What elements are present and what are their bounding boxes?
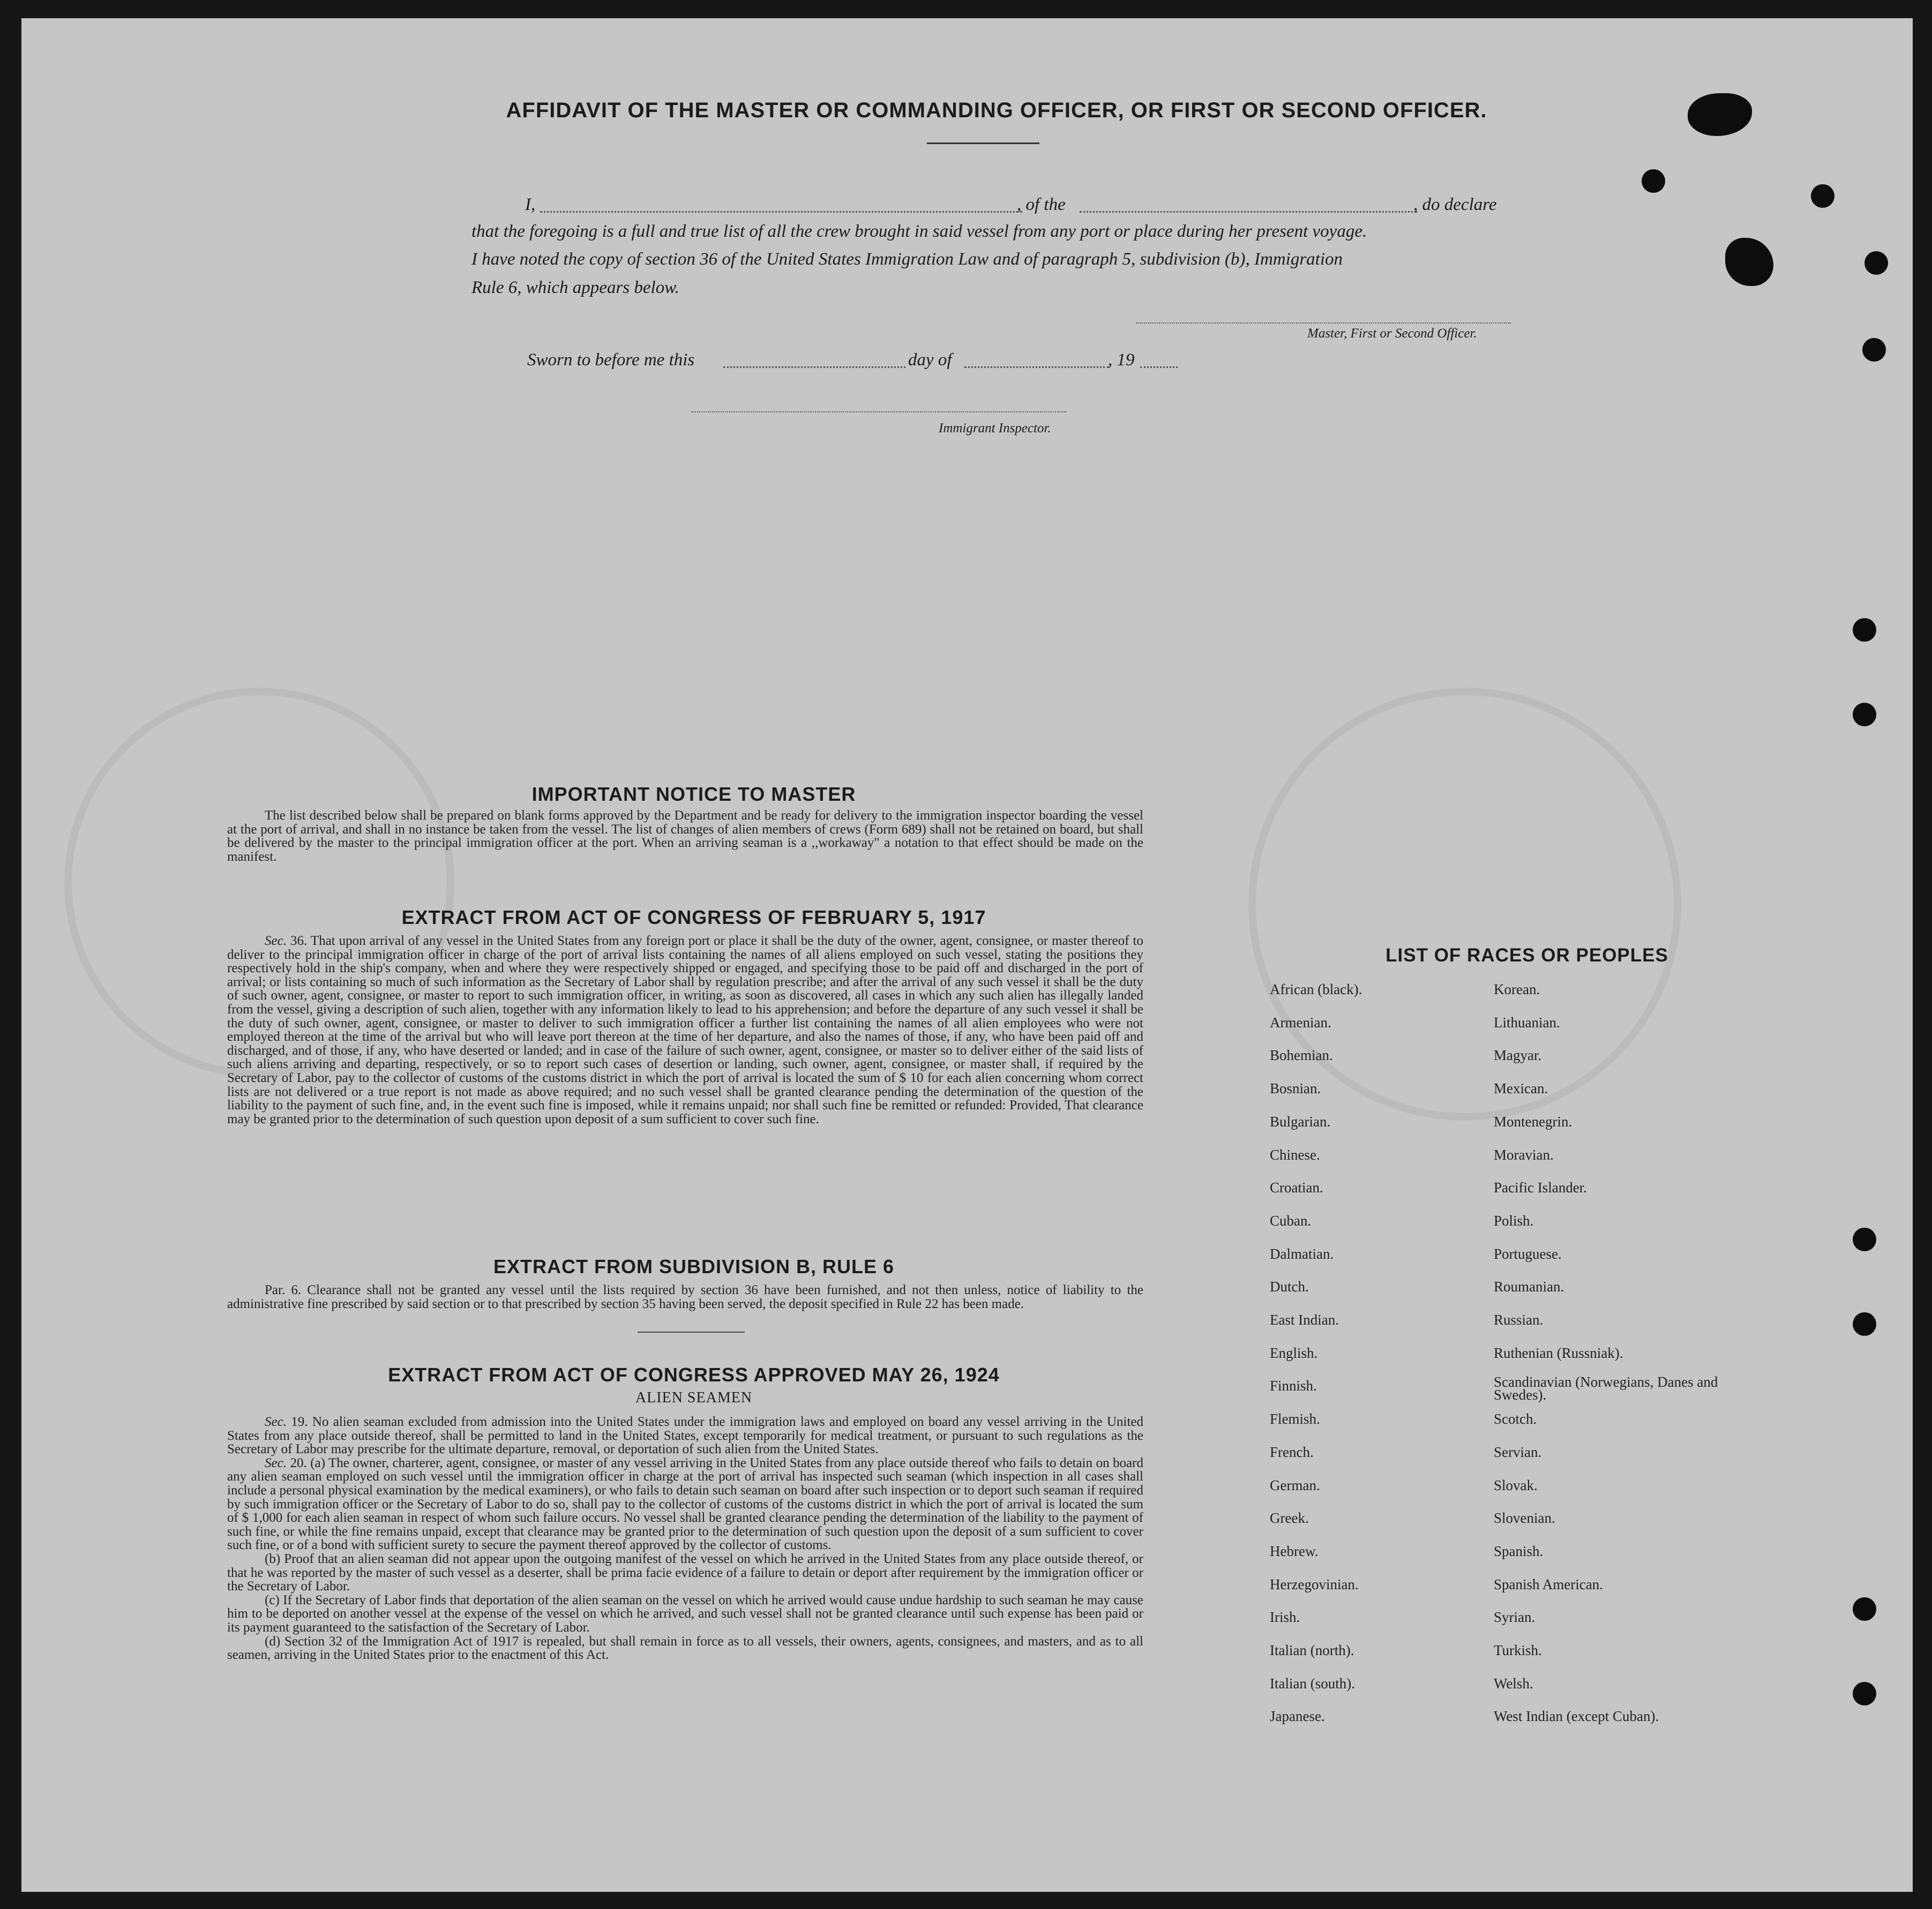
race-item: West Indian (except Cuban).	[1494, 1708, 1659, 1725]
act1924-sec19-text: 19. No alien seaman excluded from admission into the United States under the immigration laws and employed on board any vessel arriving in the United States from any place outside thereof, shall be permitted to land in the United States, except temporarily for medical treatment, or pursuant to such regulations as the Secretary of Labor may prescribe for the ultimate departure, removal, or deportation of such alien from the United States.	[227, 1415, 1143, 1457]
race-item: Cuban.	[1270, 1212, 1312, 1229]
notice-title: IMPORTANT NOTICE TO MASTER	[531, 783, 856, 805]
affidavit-line3: I have noted the copy of section 36 of the United States Immigration Law and of paragraph 5, subdivision (b), Immigration	[471, 250, 1343, 269]
act1924-paragraph-d: (d) Section 32 of the Immigration Act of 1917 is repealed, but shall remain in force as to all vessels, their owners, agents, consignees, and masters, and as to all seamen, arriving in the United States prior to the enactment of this Act.	[227, 1634, 1143, 1663]
act1924-paragraph-19	[227, 1415, 1143, 1456]
affidavit-of-the: , of the	[1017, 195, 1066, 214]
race-item: Lithuanian.	[1494, 1014, 1560, 1031]
rule6-paragraph: Par. 6. Clearance shall not be granted any vessel until the lists required by section 36 have been furnished, and not then unless, notice of liability to the administrative fine prescribed by said section or to that prescribed by section 35 having been served, the deposit specified in Rule 22 has been made.	[227, 1283, 1143, 1311]
race-item: English.	[1270, 1344, 1318, 1361]
punch-hole	[1853, 618, 1876, 642]
race-item: Flemish.	[1270, 1411, 1320, 1427]
race-item: Pacific Islander.	[1494, 1179, 1587, 1196]
act1924-subtitle: ALIEN SEAMEN	[635, 1389, 753, 1406]
month-blank	[964, 366, 1109, 368]
act1924-paragraph-b: (b) Proof that an alien seaman did not appear upon the outgoing manifest of the vessel on which he arrived in the United States from any place outside thereof, or that he was reported by the master of such vessel as a deserter, shall be prima facie evidence of a failure to detain or deport after requirement by the immigration officer or the Secretary of Labor.	[227, 1551, 1143, 1594]
affidavit-title: AFFIDAVIT OF THE MASTER OR COMMANDING OFFICER, OR FIRST OR SECOND OFFICER.	[506, 99, 1487, 122]
race-item: Syrian.	[1494, 1609, 1536, 1626]
race-item: Dalmatian.	[1270, 1245, 1334, 1262]
race-item: Hebrew.	[1270, 1543, 1319, 1559]
race-item: Herzegovinian.	[1270, 1576, 1359, 1592]
act1924-sec20-text: 20. (a) The owner, charterer, agent, consignee, or master of any vessel arriving in the United States from any place outside thereof who fails to detain on board any alien seaman employed on such vessel until the immigration officer in charge at the port of arrival has inspected such seaman (which inspection in all cases shall include a personal physical examination by the medical examiners), or who fails to detain such seaman on board after such inspection or to deport such seaman if required by such immigration officer or the Secretary of Labor to do so, shall pay to the collector of customs of the customs district in which the port of arrival is located the sum of $ 1,000 for each alien seaman in respect of whom such failure occurs. No vessel shall be granted clearance pending the determination of the liability to the payment of such fine, or while the fine remains unpaid, except that clearance may be granted prior to the determination of such question upon the deposit of a sum sufficient to cover such fine, or of a bond with sufficient surety to secure the payment thereof approved by the collector of customs.	[227, 1455, 1144, 1553]
vessel-blank	[1080, 211, 1417, 213]
affidavit-line2: that the foregoing is a full and true list of all the crew brought in said vessel from any port or place during her present voyage.	[471, 222, 1367, 241]
punch-hole	[1853, 1228, 1876, 1251]
year-text: , 19	[1108, 350, 1135, 370]
act1924-text-block	[227, 1415, 1143, 1662]
signature-line	[1136, 322, 1511, 324]
act1917-text-block	[227, 934, 1143, 1126]
race-item: Ruthenian (Russniak).	[1494, 1344, 1623, 1361]
rule6-title: EXTRACT FROM SUBDIVISION B, RULE 6	[493, 1256, 895, 1277]
name-blank	[540, 211, 1022, 213]
race-item: Welsh.	[1494, 1675, 1533, 1692]
punch-hole	[1853, 1312, 1876, 1336]
race-item: Montenegrin.	[1494, 1113, 1572, 1130]
year-blank	[1140, 366, 1178, 368]
race-item: Armenian.	[1270, 1014, 1331, 1031]
race-item: Slovak.	[1494, 1477, 1538, 1493]
race-item: Slovenian.	[1494, 1510, 1555, 1527]
race-item: Greek.	[1270, 1510, 1309, 1527]
day-blank	[723, 366, 905, 368]
race-item: Bulgarian.	[1270, 1113, 1331, 1130]
punch-hole	[1811, 184, 1834, 208]
sec-label: Sec.	[265, 934, 287, 948]
race-item: Dutch.	[1270, 1279, 1309, 1295]
race-item: Portuguese.	[1494, 1245, 1562, 1262]
affidavit-declare: , do declare	[1413, 195, 1497, 214]
race-item: Japanese.	[1270, 1708, 1325, 1725]
punch-hole	[1853, 1682, 1876, 1705]
race-item: Croatian.	[1270, 1179, 1323, 1196]
race-item: African (black).	[1270, 981, 1362, 997]
race-item: Italian (south).	[1270, 1675, 1355, 1692]
punch-hole	[1864, 251, 1888, 275]
day-of-text: day of	[908, 350, 952, 370]
paper-tear	[1725, 238, 1773, 286]
races-title: LIST OF RACES OR PEOPLES	[1386, 945, 1668, 966]
race-item: Scandinavian (Norwegians, Danes and Swedes).	[1494, 1374, 1718, 1403]
race-item: Mexican.	[1494, 1080, 1548, 1097]
race-item: Moravian.	[1494, 1146, 1554, 1163]
act1924-paragraph-20	[227, 1456, 1143, 1552]
sec-label: Sec.	[265, 1415, 287, 1429]
race-item: Irish.	[1270, 1609, 1300, 1626]
punch-hole	[1853, 1597, 1876, 1621]
notice-text-block	[227, 809, 1143, 863]
race-item: Russian.	[1494, 1312, 1544, 1328]
race-item: Finnish.	[1270, 1378, 1317, 1394]
act1924-title: EXTRACT FROM ACT OF CONGRESS APPROVED MAY 26, 1924	[388, 1364, 1000, 1386]
act1917-paragraph	[227, 934, 1143, 1126]
race-item: Bohemian.	[1270, 1047, 1333, 1064]
race-item: Chinese.	[1270, 1146, 1320, 1163]
rule6-text-block	[227, 1283, 1143, 1311]
act1924-paragraph-c: (c) If the Secretary of Labor finds that deportation of the alien seaman on the vessel on which he arrived would cause undue hardship to such seaman he may cause him to be deported on another vessel at the expense of the vessel on which he arrived, and such vessel shall not be granted clearance until such expense has been paid or its payment guaranteed to the satisfaction of the Secretary of Labor.	[227, 1592, 1143, 1635]
act1917-title: EXTRACT FROM ACT OF CONGRESS OF FEBRUARY 5, 1917	[401, 906, 986, 928]
paper-tear	[1688, 93, 1752, 136]
race-item: Servian.	[1494, 1444, 1542, 1460]
race-item: Magyar.	[1494, 1047, 1542, 1064]
inspector-line	[691, 411, 1066, 412]
race-item: Roumanian.	[1494, 1279, 1564, 1295]
affidavit-line4: Rule 6, which appears below.	[471, 278, 680, 297]
notice-paragraph: The list described below shall be prepared on blank forms approved by the Department and be ready for delivery to the immigration inspector boarding the vessel at the port of arrival, and shall in no instance be taken from the vessel. The list of changes of alien members of crews (Form 689) shall not be retained on board, but shall be delivered by the master to the principal immigration officer at the port. When an arriving seaman is a ,,workaway" a notation to that effect should be made on the manifest.	[227, 808, 1143, 864]
master-label: Master, First or Second Officer.	[1307, 326, 1477, 341]
race-item: French.	[1270, 1444, 1314, 1460]
sec-label: Sec.	[265, 1455, 287, 1470]
punch-hole	[1862, 338, 1886, 362]
race-item: Turkish.	[1494, 1642, 1542, 1658]
punch-hole	[1853, 703, 1876, 726]
race-item: Korean.	[1494, 981, 1540, 997]
title-rule	[927, 142, 1039, 144]
race-item: Scotch.	[1494, 1411, 1537, 1427]
section-rule	[638, 1332, 745, 1333]
race-item: Bosnian.	[1270, 1080, 1321, 1097]
race-item: Spanish.	[1494, 1543, 1544, 1559]
race-item: German.	[1270, 1477, 1320, 1493]
race-item: Spanish American.	[1494, 1576, 1603, 1592]
sworn-text: Sworn to before me this	[527, 350, 695, 370]
race-item: East Indian.	[1270, 1312, 1339, 1328]
punch-hole	[1642, 169, 1665, 193]
inspector-label: Immigrant Inspector.	[939, 421, 1051, 435]
race-item: Polish.	[1494, 1212, 1534, 1229]
affidavit-i: I,	[525, 195, 536, 214]
document-page	[21, 18, 1913, 1892]
act1917-section-text: 36. That upon arrival of any vessel in the United States from any foreign port or place it shall be the duty of the owner, agent, consignee, or master thereof to deliver to the principal immigration officer in charge of the port of arrival lists containing the names of all aliens employed on such vessel, stating the positions they respectively hold in the ship's company, when and where they were respectively shipped or engaged, and specifying those to be paid off and discharged in the port of arrival; or lists containing so much of such information as the Secretary of Labor shall by regulation prescribe; and after the arrival of any such vessel it shall be the duty of such owner, agent, consignee, or master to report to such immigration officer, in writing, as soon as discovered, all cases in which any such alien has illegally landed from the vessel, giving a description of such alien, together with any information likely to lead to his apprehension; and before the departure of any such vessel it shall be the duty of such owner, agent, consignee, or master to deliver to such immigration officer a further list containing the names of all alien employees who were not employed thereon at the time of the arrival but who will leave port thereon at the time of her departure, and also the names of those, if any, who have been paid off and discharged, and of those, if any, who have deserted or landed; and in case of the failure of such owner, agent, consignee, or master so to deliver either of the said lists of such aliens arriving and departing, respectively, or so to report such cases of desertion or landing, such owner, agent, consignee, or master shall, if required by the Secretary of Labor, pay to the collector of customs of the customs district in which the port of arrival is located the sum of $ 10 for each alien concerning whom correct lists are not delivered or a true report is not made as above required; and no such vessel shall be granted clearance pending the determination of the question of the liability to the payment of such fine, and, in the event such fine is imposed, while it remains unpaid; nor shall such fine be remitted or refunded: Provided, That clearance may be granted prior to the determination of such question upon deposit of a sum sufficient to cover such fine.	[227, 934, 1143, 1126]
race-item: Italian (north).	[1270, 1642, 1354, 1658]
